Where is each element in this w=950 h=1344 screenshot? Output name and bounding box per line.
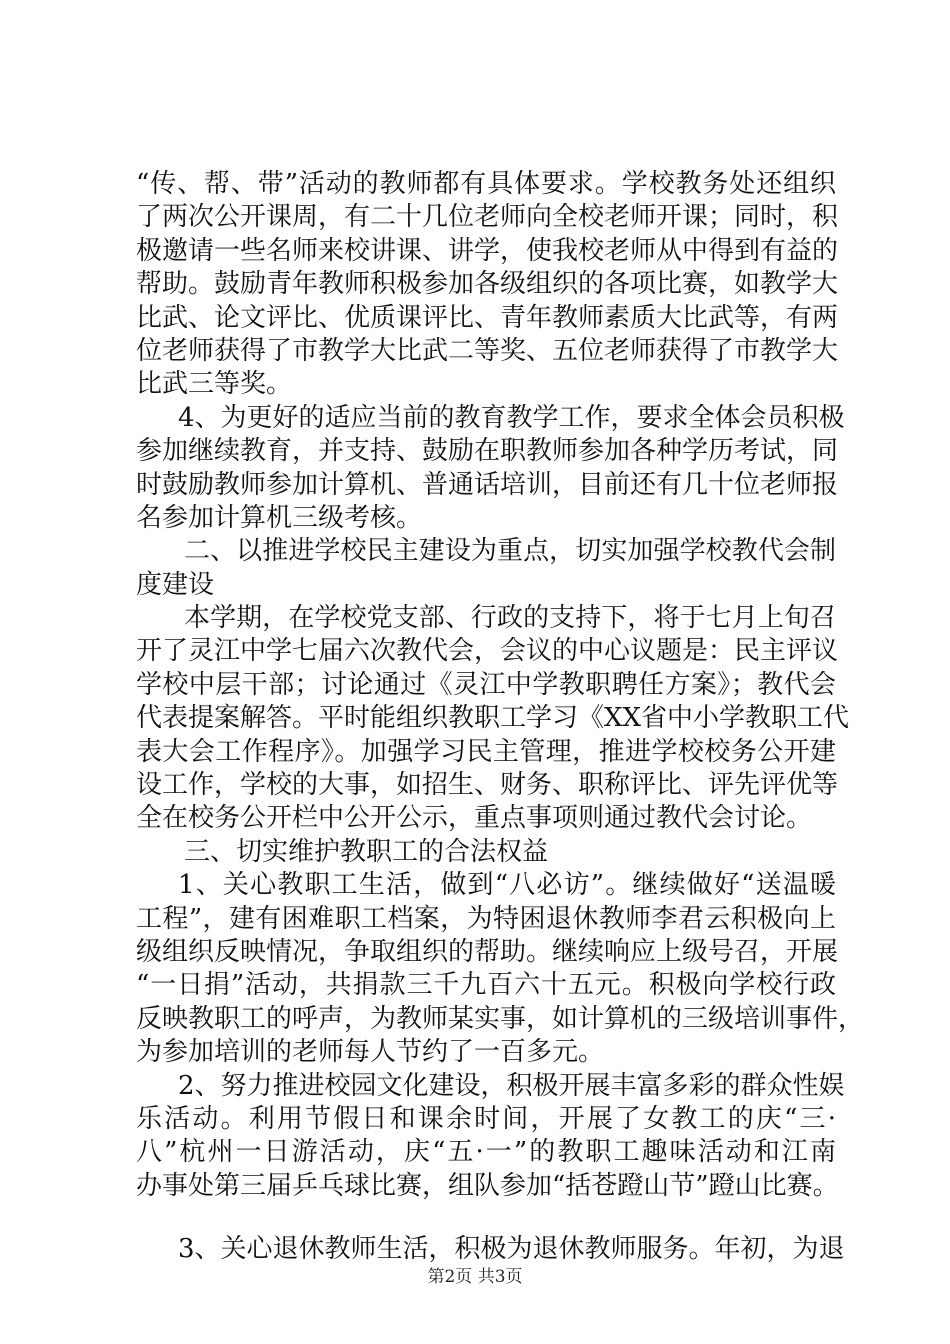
page-footer: 第2页 共3页 [427, 1267, 523, 1287]
text-line: 办事处第三届乒乓球比赛，组队参加“括苍蹬山节”蹬山比赛。 [136, 1170, 839, 1201]
text-line: 3、关心退休教师生活，积极为退休教师服务。年初，为退 [178, 1234, 845, 1265]
text-line: 位老师获得了市教学大比武二等奖、五位老师获得了市教学大 [136, 335, 839, 366]
text-line: 名参加计算机三级考核。 [136, 502, 423, 533]
paragraph-gap [136, 1203, 836, 1233]
text-line: 参加继续教育，并支持、鼓励在职教师参加各种学历考试，同 [136, 436, 839, 467]
text-line: 帮助。鼓励青年教师积极参加各级组织的各项比赛，如教学大 [136, 269, 839, 300]
text-line: 八”杭州一日游活动，庆“五·一”的教职工趣味活动和江南 [136, 1137, 836, 1168]
text-line: 极邀请一些名师来校讲课、讲学，使我校老师从中得到有益的 [136, 235, 839, 266]
text-line: 时鼓励教师参加计算机、普通话培训，目前还有几十位老师报 [136, 469, 839, 500]
text-line: 代表提案解答。平时能组织教职工学习《XX省中小学教职工代 [136, 703, 850, 734]
text-line: 1、关心教职工生活，做到“八必访”。继续做好“送温暖 [178, 870, 836, 901]
text-line: 表大会工作程序》。加强学习民主管理，推进学校校务公开建 [136, 736, 836, 767]
text-line: 三、切实维护教职工的合法权益 [184, 836, 549, 867]
text-line: 全在校务公开栏中公开公示，重点事项则通过教代会讨论。 [136, 803, 813, 834]
text-line: 了两次公开课周，有二十几位老师向全校老师开课；同时，积 [136, 202, 839, 233]
text-line: 二、以推进学校民主建设为重点，切实加强学校教代会制 [184, 536, 836, 567]
text-line: 为参加培训的老师每人节约了一百多元。 [136, 1037, 605, 1068]
text-line: 工程”，建有困难职工档案，为特困退休教师李君云积极向上 [136, 903, 836, 934]
text-line: “一日捐”活动，共捐款三千九百六十五元。积极向学校行政 [136, 970, 836, 1001]
text-line: 乐活动。利用节假日和课余时间，开展了女教工的庆“三· [136, 1103, 836, 1134]
text-line: 比武、论文评比、优质课评比、青年教师素质大比武等，有两 [136, 302, 839, 333]
text-line: 2、努力推进校园文化建设，积极开展丰富多彩的群众性娱 [178, 1070, 845, 1101]
text-line: 比武三等奖。 [136, 369, 293, 400]
text-line: 度建设 [136, 569, 215, 600]
document-body [136, 168, 865, 1267]
text-line: 设工作，学校的大事，如招生、财务、职称评比、评先评优等 [136, 770, 839, 801]
text-line: 本学期，在学校党支部、行政的支持下，将于七月上旬召 [184, 603, 836, 634]
text-line: 4、为更好的适应当前的教育教学工作，要求全体会员积极 [178, 402, 845, 433]
text-line: 反映教职工的呼声，为教师某实事，如计算机的三级培训事件， [136, 1003, 865, 1034]
text-line: “传、帮、带”活动的教师都有具体要求。学校教务处还组织 [136, 169, 836, 199]
text-line: 级组织反映情况，争取组织的帮助。继续响应上级号召，开展 [136, 936, 839, 967]
text-line: 学校中层干部；讨论通过《灵江中学教职聘任方案》；教代会 [136, 669, 836, 700]
text-line: 开了灵江中学七届六次教代会，会议的中心议题是：民主评议 [136, 636, 839, 667]
